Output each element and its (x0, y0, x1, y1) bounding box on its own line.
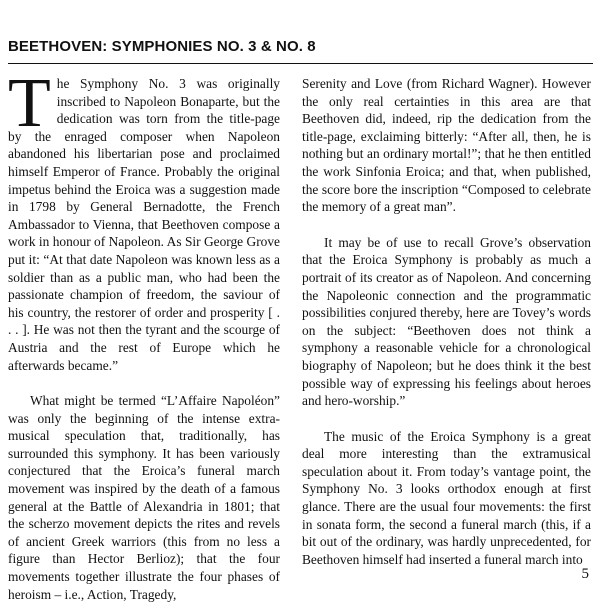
paragraph-text: he Symphony No. 3 was originally inscribed to Napoleon Bonaparte, but the dedication was torn from the title-page by the enraged composer when Napoleon abandoned his libertarian pose and proclaimed himself Emperor of France. Probably the original impetus behind the Eroica was a suggestion made in 1798 by General Bernadotte, the French Ambassador to Vienna, that Beethoven compose a work in honour of Napoleon. As Sir George Grove put it: “At that date Napoleon was known less as a soldier than as a public man, who had been the passionate champion of freedom, the saviour of his country, the restorer of order and prosperity [ . . . ]. He was not then the tyrant and the scourge of Austria and the rest of Europe which he afterwards became.” (8, 76, 280, 373)
right-column (302, 75, 591, 568)
paragraph: Serenity and Love (from Richard Wagner). However the only real certainties in this area are that Beethoven did, indeed, rip the dedication from the title-page, exclaiming bitterly: “After all, then, he is nothing but an ordinary mortal!”; that he then entitled the work Sinfonia Eroica; and that, when published, the score bore the inscription “Composed to celebrate the memory of a great man”. (302, 76, 591, 215)
page-header: BEETHOVEN: SYMPHONIES NO. 3 & NO. 8 (8, 38, 316, 55)
paragraph: What might be termed “L’Affaire Napoléon” was only the beginning of the intense extra-musical speculation that, traditionally, has surrounded this symphony. It has been variously conjectured that the Eroica’s funeral march movement was inspired by the death of a famous general at the Battle of Alexandria in 1801; that the scherzo movement depicts the rites and revels of ancient Greek warriors (this from no less a figure than Hector Berlioz); that the four movements together illustrate the four phases of heroism – i.e., Action, Tragedy, (8, 393, 280, 602)
paragraph: The music of the Eroica Symphony is a great deal more interesting than the extramusical speculation about it. From today’s vantage point, the Symphony No. 3 looks orthodox enough at first glance. There are the usual four movements: the first in sonata form, the second a funeral march (this, if a bit out of the ordinary, was hardly unprecedented, for Beethoven himself had inserted a funeral march into (302, 428, 591, 567)
page-number: 5 (581, 566, 589, 582)
header-rule (8, 63, 593, 64)
left-column (8, 65, 280, 603)
paragraph: It may be of use to recall Grove’s observation that the Eroica Symphony is probably as much a portrait of its creator as of Napoleon. And concerning the Napoleonic connection and the programmatic possibilities conjured thereby, here are Tovey’s words on the subject: “Beethoven does not think a symphony a reasonable vehicle for a chronological biography of Napoleon; but he does think it the best possible way of expressing his feelings about heroes and hero-worship.” (302, 234, 591, 409)
drop-cap: T (8, 65, 51, 142)
paragraph (8, 65, 280, 374)
